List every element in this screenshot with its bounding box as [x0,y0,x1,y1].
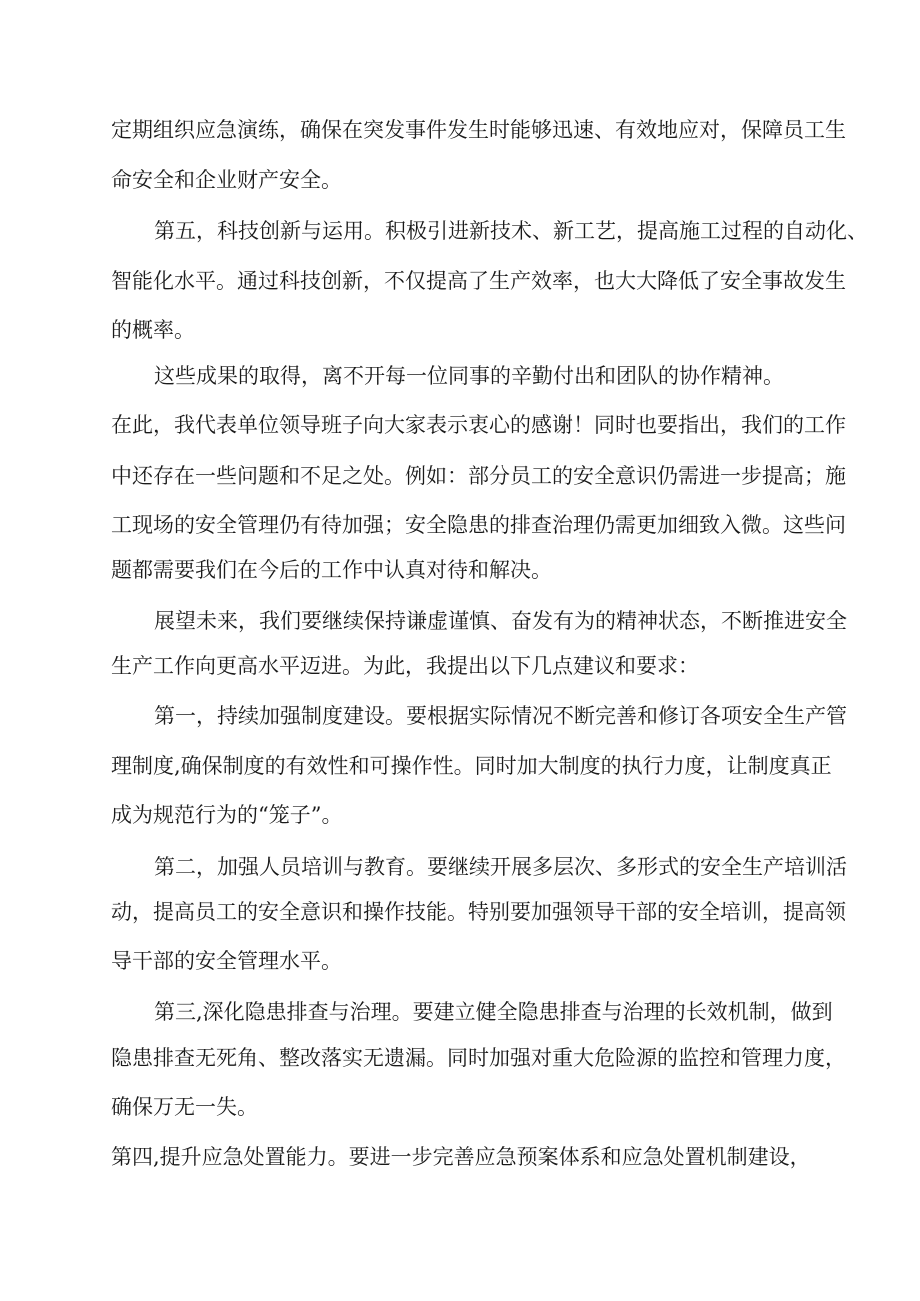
paragraph-start: 第二，加强人员培训与教育。要继续开展多层次、多形式的安全生产培训活 [154,855,847,879]
paragraph-start: 第四,提升应急处置能力。要进一步完善应急预案体系和应急处置机制建设， [111,1145,811,1169]
text-line: 的概率。 [111,318,195,342]
text-line: 工现场的安全管理仍有待加强；安全隐患的排查治理仍需更加细致入微。这些问 [111,513,846,537]
paragraph-start: 第一，持续加强制度建设。要根据实际情况不断完善和修订各项安全生产管 [154,704,847,728]
text-line: 确保万无一失。 [111,1095,258,1119]
text-line: 定期组织应急演练，确保在突发事件发生时能够迅速、有效地应对，保障员工生 [111,118,846,142]
text-line: 生产工作向更高水平迈进。为此，我提出以下几点建议和要求： [111,654,699,678]
paragraph-start: 第三,深化隐患排查与治理。要建立健全隐患排查与治理的长效机制，做到 [154,1000,833,1024]
text-line: 智能化水平。通过科技创新，不仅提高了生产效率，也大大降低了安全事故发生 [111,269,846,293]
text-line: 中还存在一些问题和不足之处。例如：部分员工的安全意识仍需进一步提高；施 [111,464,846,488]
text-line: 理制度,确保制度的有效性和可操作性。同时加大制度的执行力度，让制度真正 [111,754,832,778]
paragraph-start: 展望未来，我们要继续保持谦虚谨慎、奋发有为的精神状态，不断推进安全 [154,609,847,633]
text-line: 命安全和企业财产安全。 [111,168,342,192]
paragraph-start: 这些成果的取得，离不开每一位同事的辛勤付出和团队的协作精神。 [154,364,784,388]
text-line: 题都需要我们在今后的工作中认真对待和解决。 [111,558,552,582]
text-line: 在此，我代表单位领导班子向大家表示衷心的感谢！同时也要指出，我们的工作 [111,413,846,437]
text-line: 导干部的安全管理水平。 [111,949,342,973]
text-line: 动，提高员工的安全意识和操作技能。特别要加强领导干部的安全培训，提高领 [111,900,846,924]
text-line: 成为规范行为的“笼子”。 [111,803,343,827]
paragraph-start: 第五，科技创新与运用。积极引进新技术、新工艺，提高施工过程的自动化、 [154,219,868,243]
text-line: 隐患排查无死角、整改落实无遗漏。同时加强对重大危险源的监控和管理力度， [111,1046,846,1070]
